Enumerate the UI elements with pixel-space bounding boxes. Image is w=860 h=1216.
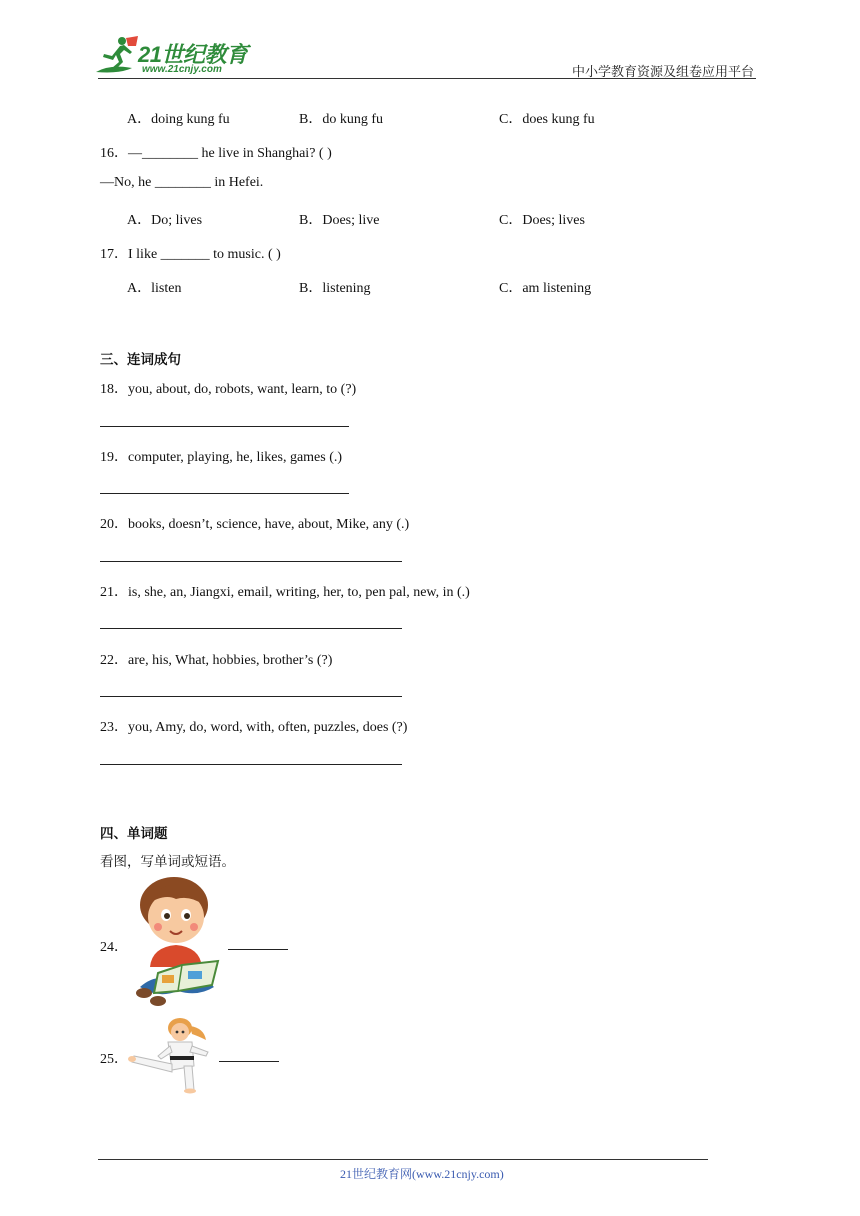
q17-option-a: A．listen (127, 281, 182, 296)
footer-site-link[interactable]: 21世纪教育网(www.21cnjy.com) (340, 1167, 504, 1181)
q15-option-c: C．does kung fu (499, 112, 595, 127)
q21-words: 21．is, she, an, Jiangxi, email, writing, her, to, pen pal, new, in (.) (100, 585, 470, 600)
q18-answer-line[interactable] (100, 426, 349, 427)
section-4-title: 四、单词题 (100, 826, 168, 842)
q21-answer-line[interactable] (100, 628, 402, 629)
q24-answer-blank[interactable] (228, 949, 288, 950)
q16-option-b: B．Does; live (299, 213, 380, 228)
q17-question: 17．I like _______ to music. ( ) (100, 247, 281, 262)
q20-answer-line[interactable] (100, 561, 402, 562)
running-man-logo-icon (92, 34, 142, 78)
q19-words: 19．computer, playing, he, likes, games (.) (100, 450, 343, 465)
logo-url: www.21cnjy.com (142, 64, 222, 75)
q23-words: 23．you, Amy, do, word, with, often, puzzles, does (?) (100, 720, 408, 735)
header-divider (98, 78, 756, 79)
q23-answer-line[interactable] (100, 764, 402, 765)
q16-question: 16．—________ he live in Shanghai? ( ) (100, 146, 332, 161)
site-logo (92, 34, 262, 78)
q15-option-b: B．do kung fu (299, 112, 383, 127)
girl-doing-kung-fu-icon (128, 1016, 214, 1094)
q20-words: 20．books, doesn’t, science, have, about, Mike, any (.) (100, 517, 410, 532)
section-4-instruction: 看图，写单词或短语。 (100, 854, 235, 870)
boy-reading-book-icon (128, 875, 224, 1007)
logo-text: 21世纪教育 (138, 42, 248, 67)
footer-divider (98, 1159, 708, 1160)
header-platform-title: 中小学教育资源及组卷应用平台 (572, 64, 755, 79)
q16-reply: —No, he ________ in Hefei. (100, 175, 264, 190)
q24-number: 24． (100, 940, 128, 955)
q25-answer-blank[interactable] (219, 1061, 279, 1062)
q22-answer-line[interactable] (100, 696, 402, 697)
q18-words: 18．you, about, do, robots, want, learn, to (?) (100, 382, 357, 397)
q16-option-c: C．Does; lives (499, 213, 585, 228)
q22-words: 22．are, his, What, hobbies, brother’s (?) (100, 653, 333, 668)
q25-number: 25． (100, 1052, 128, 1067)
q15-option-a: A．doing kung fu (127, 112, 230, 127)
q16-option-a: A．Do; lives (127, 213, 203, 228)
section-3-title: 三、连词成句 (100, 352, 181, 368)
q17-option-b: B．listening (299, 281, 371, 296)
q17-option-c: C．am listening (499, 281, 592, 296)
q19-answer-line[interactable] (100, 493, 349, 494)
